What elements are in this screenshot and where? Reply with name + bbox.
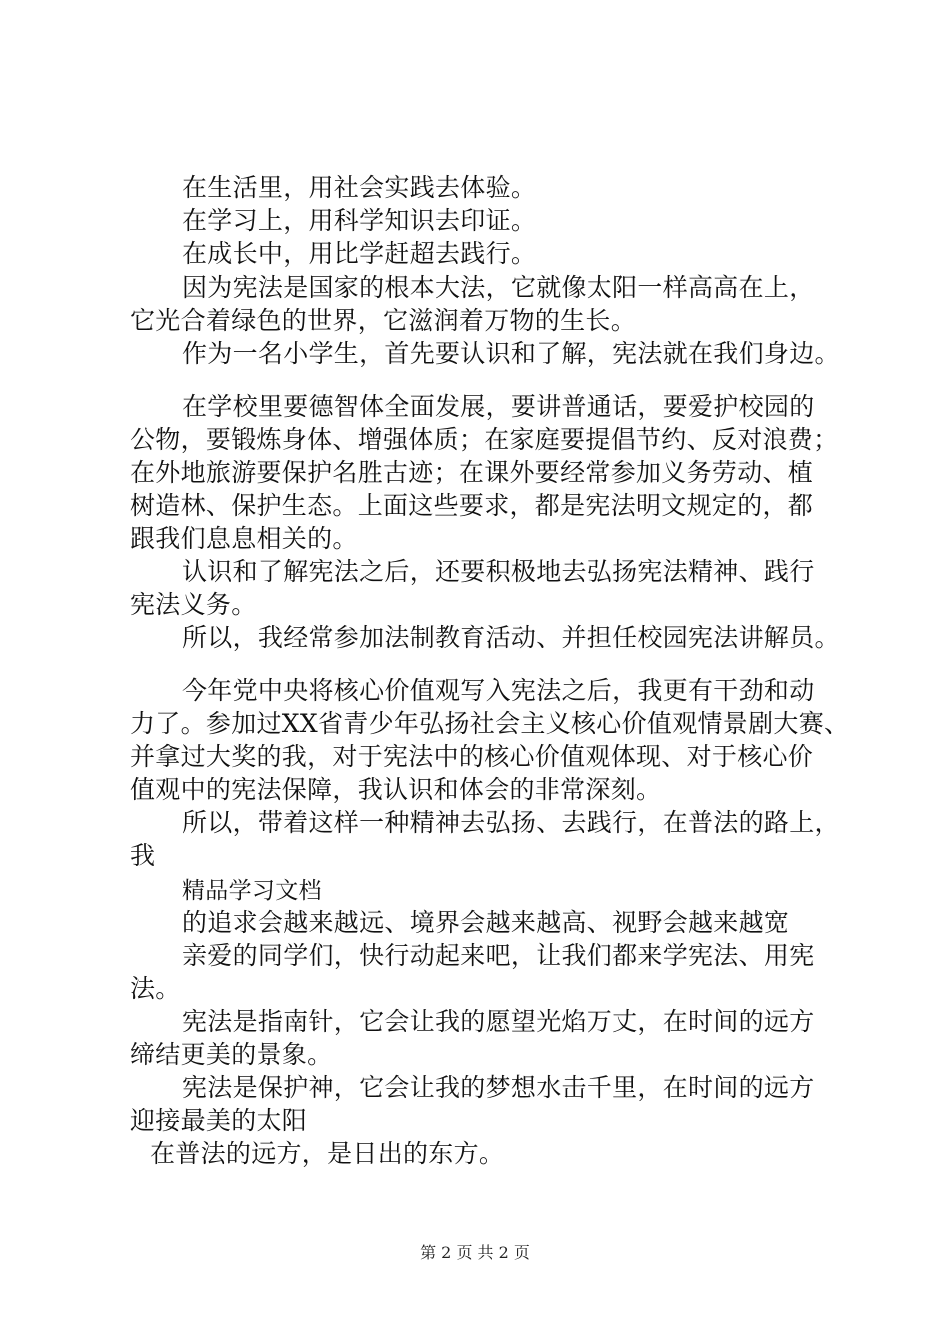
text-line: 作为一名小学生，首先要认识和了解，宪法就在我们身边。	[182, 339, 840, 368]
watermark-text: 精品学习文档	[182, 878, 322, 904]
text-line: 今年党中央将核心价值观写入宪法之后，我更有干劲和动	[182, 676, 815, 705]
text-line: 宪法是指南针，它会让我的愿望光焰万丈，在时间的远方	[182, 1007, 815, 1036]
text-line: 宪法是保护神，它会让我的梦想水击千里，在时间的远方	[182, 1073, 815, 1102]
text-line: 值观中的宪法保障，我认识和体会的非常深刻。	[130, 775, 662, 804]
text-line: 认识和了解宪法之后，还要积极地去弘扬宪法精神、践行	[182, 557, 815, 586]
text-line: 亲爱的同学们，快行动起来吧，让我们都来学宪法、用宪	[182, 941, 815, 970]
text-line: 并拿过大奖的我，对于宪法中的核心价值观体现、对于核心价	[130, 742, 814, 771]
text-line: 它光合着绿色的世界，它滋润着万物的生长。	[130, 306, 637, 335]
text-line: 法。	[130, 974, 181, 1003]
text-line: 跟我们息息相关的。	[130, 524, 358, 553]
text-line: 我	[130, 841, 156, 870]
text-line: 在外地旅游要保护名胜古迹；在课外要经常参加义务劳动、植	[130, 458, 814, 487]
text-line: 力了。参加过XX省青少年弘扬社会主义核心价值观情景剧大赛、	[130, 709, 850, 738]
text-line: 的追求会越来越远、境界会越来越高、视野会越来越宽	[182, 908, 790, 937]
text-line: 树造林、保护生态。上面这些要求，都是宪法明文规定的，都	[130, 491, 814, 520]
text-line: 因为宪法是国家的根本大法，它就像太阳一样高高在上，	[182, 273, 815, 302]
text-line: 在学习上，用科学知识去印证。	[182, 206, 537, 235]
text-line: 缔结更美的景象。	[130, 1040, 333, 1069]
text-line: 在成长中，用比学赶超去践行。	[182, 239, 537, 268]
text-line: 所以，带着这样一种精神去弘扬、去践行，在普法的路上，	[182, 808, 840, 837]
text-line: 在生活里，用社会实践去体验。	[182, 173, 537, 202]
text-line: 宪法义务。	[130, 590, 257, 619]
text-line: 公物，要锻炼身体、增强体质；在家庭要提倡节约、反对浪费；	[130, 425, 839, 454]
text-line: 在普法的远方，是日出的东方。	[150, 1139, 505, 1168]
text-line: 迎接最美的太阳	[130, 1106, 308, 1135]
text-line: 在学校里要德智体全面发展，要讲普通话，要爱护校园的	[182, 392, 815, 421]
page-number-footer: 第 2 页 共 2 页	[420, 1243, 530, 1262]
text-line: 所以，我经常参加法制教育活动、并担任校园宪法讲解员。	[182, 623, 840, 652]
